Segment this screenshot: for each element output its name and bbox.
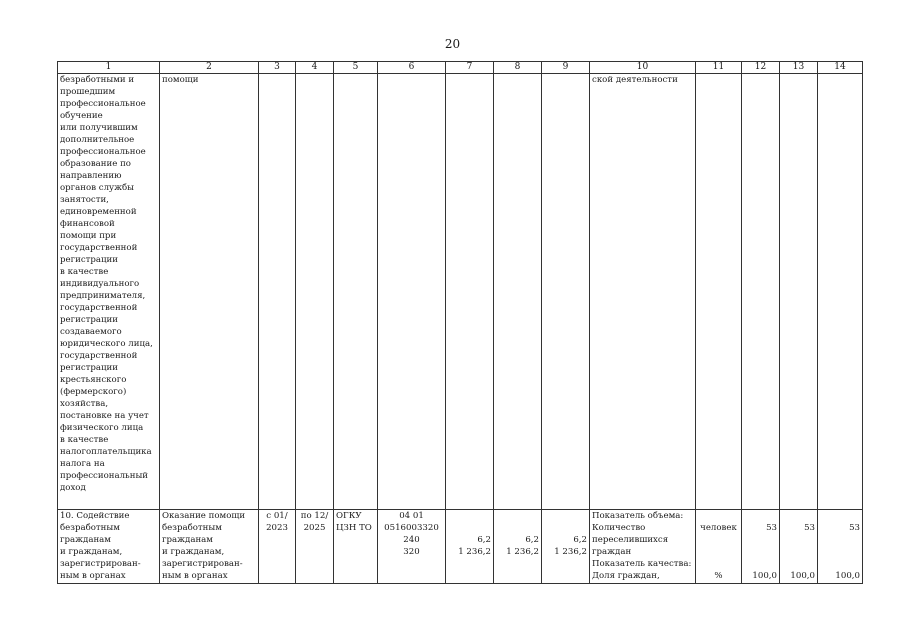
table-cell: 53 100,0	[818, 510, 863, 584]
table-cell: 6,2 1 236,2	[446, 510, 494, 584]
table-row	[58, 74, 863, 510]
column-header: 14	[818, 62, 863, 74]
page-number: 20	[444, 37, 461, 51]
column-header: 4	[296, 62, 334, 74]
table-cell	[780, 74, 818, 510]
table-cell: Оказание помощи безработным гражданам и гражданам, зарегистрирован- ным в органах	[160, 510, 259, 584]
table-cell: 53 100,0	[742, 510, 780, 584]
table-cell: ской деятельности	[590, 74, 696, 510]
table-cell: с 01/ 2023	[259, 510, 296, 584]
table-cell	[378, 74, 446, 510]
column-header: 10	[590, 62, 696, 74]
column-header: 11	[696, 62, 742, 74]
table-cell: ОГКУ ЦЗН ТО	[334, 510, 378, 584]
table-cell: 04 01 0516003320 240 320	[378, 510, 446, 584]
table-cell	[742, 74, 780, 510]
table-cell	[446, 74, 494, 510]
column-header: 2	[160, 62, 259, 74]
table-cell: 53 100,0	[780, 510, 818, 584]
column-header: 1	[58, 62, 160, 74]
table-cell: безработными и прошедшим профессиональное обучение или получившим дополнительное профессиональное образование по направлению органов службы занятости, единовременной финансовой помощи при государственной регистрации в качестве индивидуального предпринимателя, государственной регистрации создаваемого юридического лица, государственной регистрации крестьянского (фермерского) хозяйства, постановке на учет физического лица в качестве налогоплательщика налога на профессиональный доход	[58, 74, 160, 510]
column-header: 3	[259, 62, 296, 74]
table-cell	[334, 74, 378, 510]
table-cell: Показатель объема: Количество переселившихся граждан Показатель качества: Доля граждан,	[590, 510, 696, 584]
column-header: 8	[494, 62, 542, 74]
column-header: 13	[780, 62, 818, 74]
column-header: 6	[378, 62, 446, 74]
table-cell: человек %	[696, 510, 742, 584]
table-cell	[542, 74, 590, 510]
table-cell	[818, 74, 863, 510]
table-cell	[259, 74, 296, 510]
table-cell: 6,2 1 236,2	[542, 510, 590, 584]
column-header: 12	[742, 62, 780, 74]
column-header: 9	[542, 62, 590, 74]
program-table	[57, 61, 863, 584]
table-cell: 10. Содействие безработным гражданам и гражданам, зарегистрирован- ным в органах	[58, 510, 160, 584]
table-cell	[494, 74, 542, 510]
table-cell	[696, 74, 742, 510]
table-cell	[296, 74, 334, 510]
table-cell: помощи	[160, 74, 259, 510]
table-cell: по 12/ 2025	[296, 510, 334, 584]
header-row	[58, 62, 863, 74]
table-cell: 6,2 1 236,2	[494, 510, 542, 584]
table-row	[58, 510, 863, 584]
column-header: 7	[446, 62, 494, 74]
column-header: 5	[334, 62, 378, 74]
